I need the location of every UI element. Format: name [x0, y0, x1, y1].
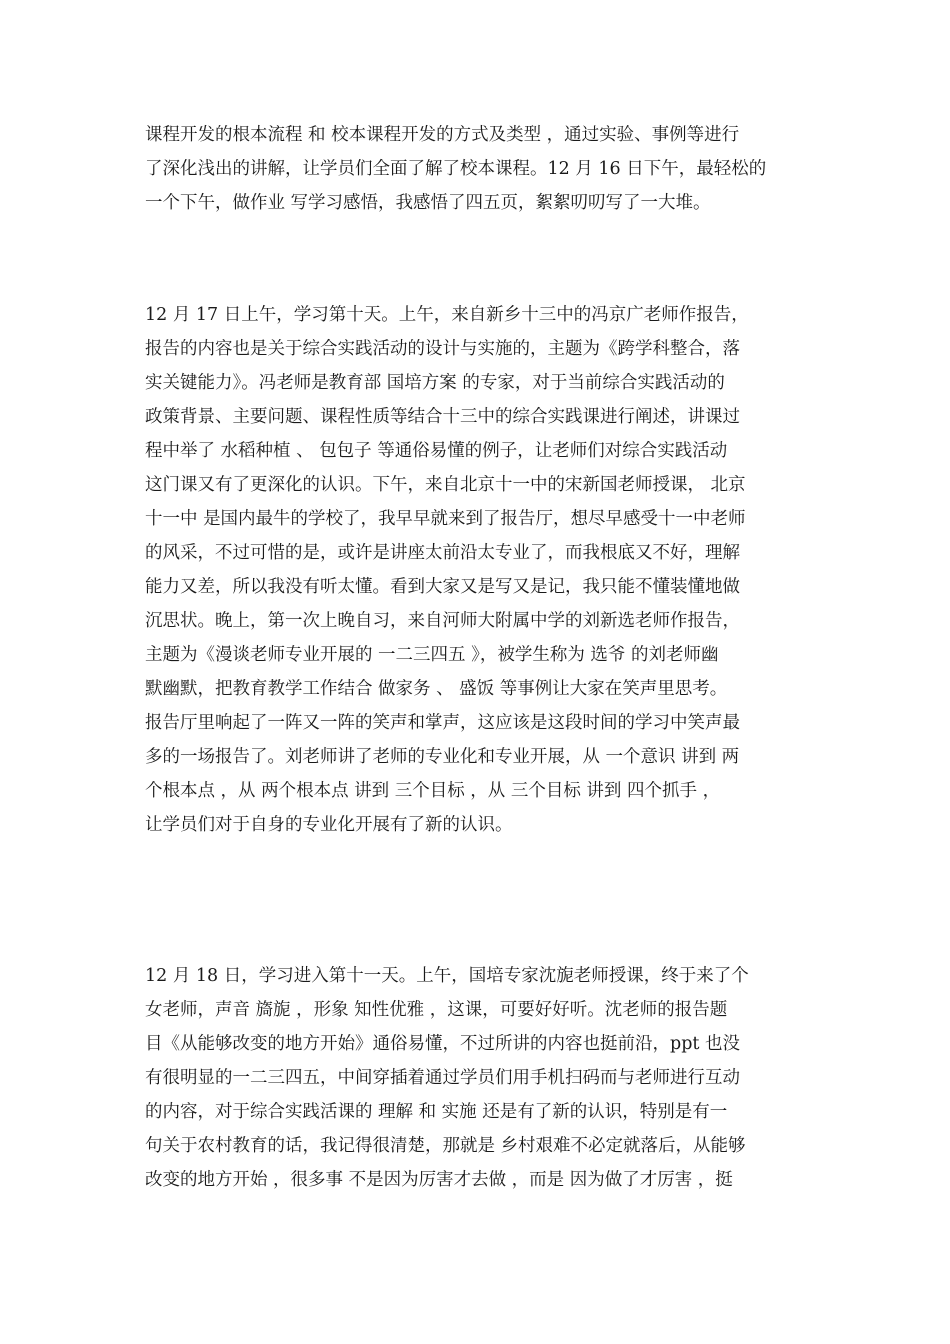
- text-line: 句关于农村教育的话，我记得很清楚，那就是 乡村艰难不必定就落后，从能够: [145, 1136, 746, 1156]
- text-line: 的风采，不过可惜的是，或许是讲座太前沿太专业了，而我根底又不好，理解: [145, 543, 740, 563]
- text-line: 了深化浅出的讲解，让学员们全面了解了校本课程。12 月 16 日下午，最轻松的: [145, 159, 767, 179]
- text-line: 12 月 17 日上午，学习第十天。上午，来自新乡十三中的冯京广老师作报告，: [145, 305, 749, 325]
- text-line: 程中举了 水稻种植 、 包包子 等通俗易懂的例子，让老师们对综合实践活动: [145, 441, 728, 461]
- text-line: 十一中 是国内最牛的学校了，我早早就来到了报告厅，想尽早感受十一中老师: [145, 509, 746, 529]
- text-line: 让学员们对于自身的专业化开展有了新的认识。: [145, 815, 513, 835]
- text-line: 一个下午，做作业 写学习感悟，我感悟了四五页，絮絮叨叨写了一大堆。: [145, 193, 711, 213]
- text-line: 12 月 18 日，学习进入第十一天。上午，国培专家沈旎老师授课，终于来了个: [145, 966, 749, 986]
- paragraph-3: [145, 959, 815, 1197]
- text-line: 报告厅里响起了一阵又一阵的笑声和掌声，这应该是这段时间的学习中笑声最: [145, 713, 740, 733]
- text-line: 实关键能力》。冯老师是教育部 国培方案 的专家，对于当前综合实践活动的: [145, 373, 725, 393]
- text-line: 个根本点 ，从 两个根本点 讲到 三个目标 ，从 三个目标 讲到 四个抓手 ，: [145, 781, 721, 801]
- text-line: 这门课又有了更深化的认识。下午，来自北京十一中的宋新国老师授课， 北京: [145, 475, 746, 495]
- text-line: 目《从能够改变的地方开始》通俗易懂，不过所讲的内容也挺前沿，ppt 也没: [145, 1034, 740, 1054]
- text-line: 沉思状。晚上，第一次上晚自习，来自河师大附属中学的刘新选老师作报告，: [145, 611, 740, 631]
- text-line: 报告的内容也是关于综合实践活动的设计与实施的，主题为《跨学科整合，落: [145, 339, 740, 359]
- text-line: 能力又差，所以我没有听太懂。看到大家又是写又是记，我只能不懂装懂地做: [145, 577, 740, 597]
- text-line: 课程开发的根本流程 和 校本课程开发的方式及类型 ，通过实验、事例等进行: [145, 125, 740, 145]
- text-line: 政策背景、主要问题、课程性质等结合十三中的综合实践课进行阐述，讲课过: [145, 407, 740, 427]
- text-line: 女老师，声音 旖旎 ，形象 知性优雅 ，这课，可要好好听。沈老师的报告题: [145, 1000, 728, 1020]
- text-line: 有很明显的一二三四五，中间穿插着通过学员们用手机扫码而与老师进行互动: [145, 1068, 740, 1088]
- text-line: 改变的地方开始 ，很多事 不是因为厉害才去做 ，而是 因为做了才厉害 ，挺: [145, 1170, 733, 1190]
- paragraph-1: [145, 118, 815, 220]
- paragraph-2: [145, 298, 815, 842]
- text-line: 的内容，对于综合实践活课的 理解 和 实施 还是有了新的认识，特别是有一: [145, 1102, 728, 1122]
- text-line: 默幽默，把教育教学工作结合 做家务 、 盛饭 等事例让大家在笑声里思考。: [145, 679, 728, 699]
- text-line: 多的一场报告了。刘老师讲了老师的专业化和专业开展，从 一个意识 讲到 两: [145, 747, 740, 767]
- text-line: 主题为《漫谈老师专业开展的 一二三四五 》，被学生称为 选爷 的刘老师幽: [145, 645, 719, 665]
